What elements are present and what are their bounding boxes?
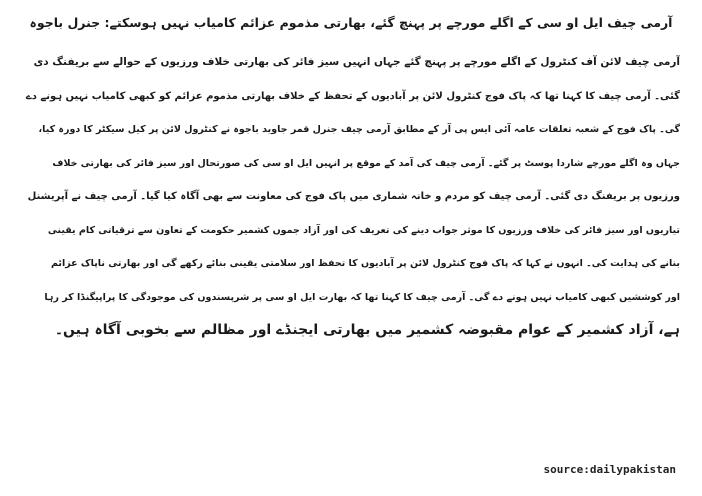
article-line: ہے، آزاد کشمیر کے عوام مقبوضہ کشمیر میں بھارتی ایجنڈے اور مظالم سے بخوبی آگاہ ہیں۔	[54, 322, 680, 338]
article-line: آرمی چیف لائن آف کنٹرول کے اگلے مورچے پر پہنچ گئے جہاں انہیں سیز فائر کی بھارتی خلاف ورزیوں کے حوالے سے بریفنگ دی	[33, 56, 680, 68]
article-line: گئی۔ آرمی چیف کا کہنا تھا کہ پاک فوج کنٹرول لائن پر آبادیوں کے تحفظ کے خلاف بھارتی مذموم عزائم کو کبھی کامیاب نہیں ہونے دے	[25, 90, 680, 102]
article-headline: آرمی چیف ایل او سی کے اگلے مورچے پر پہنچ گئے، بھارتی مذموم عزائم کامیاب نہیں ہوسکتے: جنرل باجوہ	[29, 15, 673, 30]
article-body	[22, 46, 680, 348]
article-line: تیاریوں اور سیز فائر کی خلاف ورزیوں کا موثر جواب دینے کی تعریف کی اور آزاد جموں کشمیر حکومت کے تعاون سے ترقیاتی کام یقینی	[47, 224, 680, 236]
article-line: ورزیوں پر بریفنگ دی گئی۔ آرمی چیف کو مردم و خانہ شماری میں پاک فوج کی معاونت سے بھی آگاہ کیا گیا۔ آرمی چیف نے آپریشنل	[27, 191, 680, 202]
article-line: بنانے کی ہدایت کی۔ انہوں نے کہا کہ پاک فوج کنٹرول لائن پر آبادیوں کا تحفظ اور سلامتی یقینی بنائے رکھے گی اور بھارتی ناپاک عزائم	[50, 258, 680, 269]
article-line: گی۔ پاک فوج کے شعبہ تعلقات عامہ آئی ایس پی آر کے مطابق آرمی چیف جنرل قمر جاوید باجوہ نے کنٹرول لائن پر کیل سیکٹر کا دورہ کیا،	[38, 124, 680, 135]
article-line: اور کوششیں کبھی کامیاب نہیں ہونے دے گی۔ آرمی چیف کا کہنا تھا کہ بھارت ایل او سی پر شرپسندوں کی موجودگی کا پراپیگنڈا کر رہا	[44, 291, 680, 303]
article-line: جہاں وہ اگلے مورچے شاردا پوسٹ پر گئے۔ آرمی چیف کی آمد کے موقع پر انہیں ایل او سی کی صورتحال اور سیز فائر کی بھارتی خلاف	[52, 157, 680, 169]
source-credit: source:dailypakistan	[543, 463, 676, 476]
